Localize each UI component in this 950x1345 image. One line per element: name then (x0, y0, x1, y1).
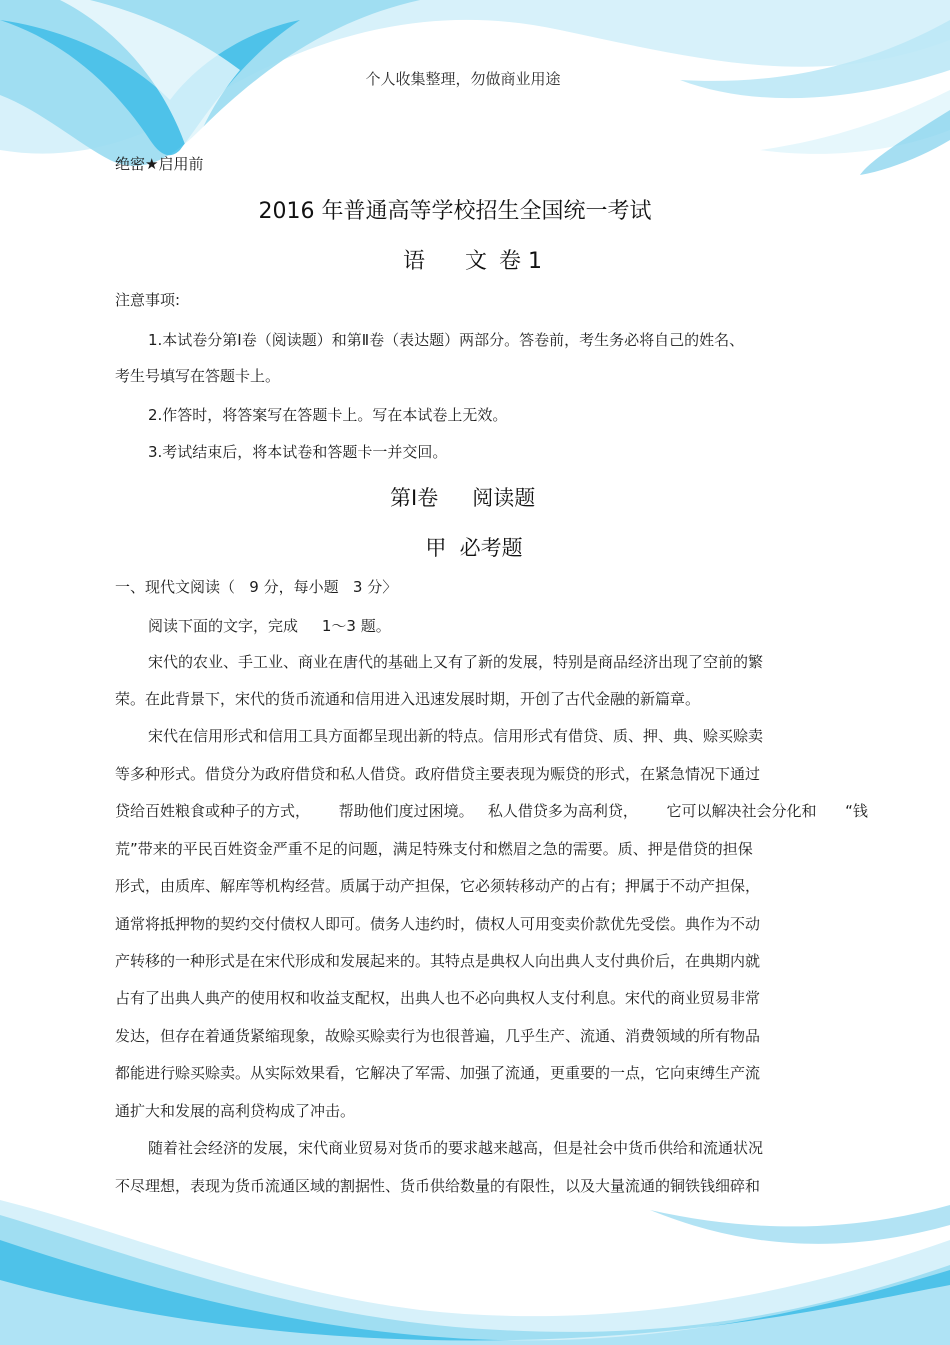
passage-line: 通常将抵押物的契约交付债权人即可。债务人违约时，债权人可用变卖价款优先受偿。典作为不动 (115, 915, 761, 933)
passage-line: 宋代在信用形式和信用工具方面都呈现出新的特点。信用形式有借贷、质、押、典、赊买赊卖 (148, 727, 764, 745)
subject-title (403, 244, 542, 275)
passage-line: 宋代的农业、手工业、商业在唐代的基础上又有了新的发展，特别是商品经济出现了空前的繁 (148, 653, 764, 671)
confidential-label: 绝密★启用前 (115, 155, 204, 173)
passage-line: 发达，但存在着通货紧缩现象，故赊买赊卖行为也很普遍，几乎生产、流通、消费领域的所有物品 (115, 1027, 761, 1045)
question-1-instruction: 阅读下面的文字，完成 1～3 题。 (148, 617, 391, 635)
passage-line: 通扩大和发展的高利贷构成了冲击。 (115, 1102, 356, 1120)
section-title-part-2: 阅读题 (472, 486, 536, 510)
passage-line: 贷给百姓粮食或种子的方式， 帮助他们度过困境。 私人借贷多为高利贷， 它可以解决社会分化和 “钱 (115, 802, 868, 820)
question-1-heading: 一、现代文阅读（ 9 分，每小题 3 分〉 (115, 578, 398, 596)
subsection-title: 甲 必考题 (425, 536, 523, 560)
subject-part-2: 文 (465, 249, 488, 274)
passage-line: 荒”带来的平民百姓资金严重不足的问题，满足特殊支付和燃眉之急的需要。质、押是借贷的担保 (115, 840, 753, 858)
passage-line: 都能进行赊买赊卖。从实际效果看，它解决了军需、加强了流通，更重要的一点，它向束缚生产流 (115, 1064, 761, 1082)
notice-heading: 注意事项: (115, 291, 181, 309)
passage-line: 形式，由质库、解库等机构经营。质属于动产担保，它必须转移动产的占有；押属于不动产担保， (115, 877, 761, 895)
passage-line: 荣。在此背景下，宋代的货币流通和信用进入迅速发展时期，开创了古代金融的新篇章。 (115, 690, 701, 708)
passage-line: 等多种形式。借贷分为政府借贷和私人借贷。政府借贷主要表现为赈贷的形式，在紧急情况下通过 (115, 765, 761, 783)
watermark-text: 个人收集整理，勿做商业用途 (365, 70, 561, 88)
notice-item-1-line-1: 1.本试卷分第Ⅰ卷（阅读题）和第Ⅱ卷（表达题）两部分。答卷前，考生务必将自己的姓名、 (148, 331, 745, 349)
subject-part-1: 语 (403, 249, 426, 274)
notice-item-2: 2.作答时，将答案写在答题卡上。写在本试卷上无效。 (148, 406, 508, 424)
notice-item-1-line-2: 考生号填写在答题卡上。 (115, 367, 281, 385)
passage-line: 产转移的一种形式是在宋代形成和发展起来的。其特点是典权人向出典人支付典价后，在典期内就 (115, 952, 761, 970)
section-title-part-1: 第Ⅰ卷 (390, 486, 439, 510)
notice-item-3: 3.考试结束后，将本试卷和答题卡一并交回。 (148, 443, 448, 461)
passage-line: 不尽理想，表现为货币流通区域的割据性、货币供给数量的有限性，以及大量流通的铜铁钱细碎和 (115, 1177, 761, 1195)
exam-title: 2016 年普通高等学校招生全国统一考试 (258, 199, 652, 224)
subject-part-3: 卷 1 (499, 249, 543, 274)
passage-line: 随着社会经济的发展，宋代商业贸易对货币的要求越来越高，但是社会中货币供给和流通状况 (148, 1139, 764, 1157)
section-title (390, 482, 535, 512)
passage-line: 占有了出典人典产的使用权和收益支配权，出典人也不必向典权人支付利息。宋代的商业贸易非常 (115, 989, 761, 1007)
